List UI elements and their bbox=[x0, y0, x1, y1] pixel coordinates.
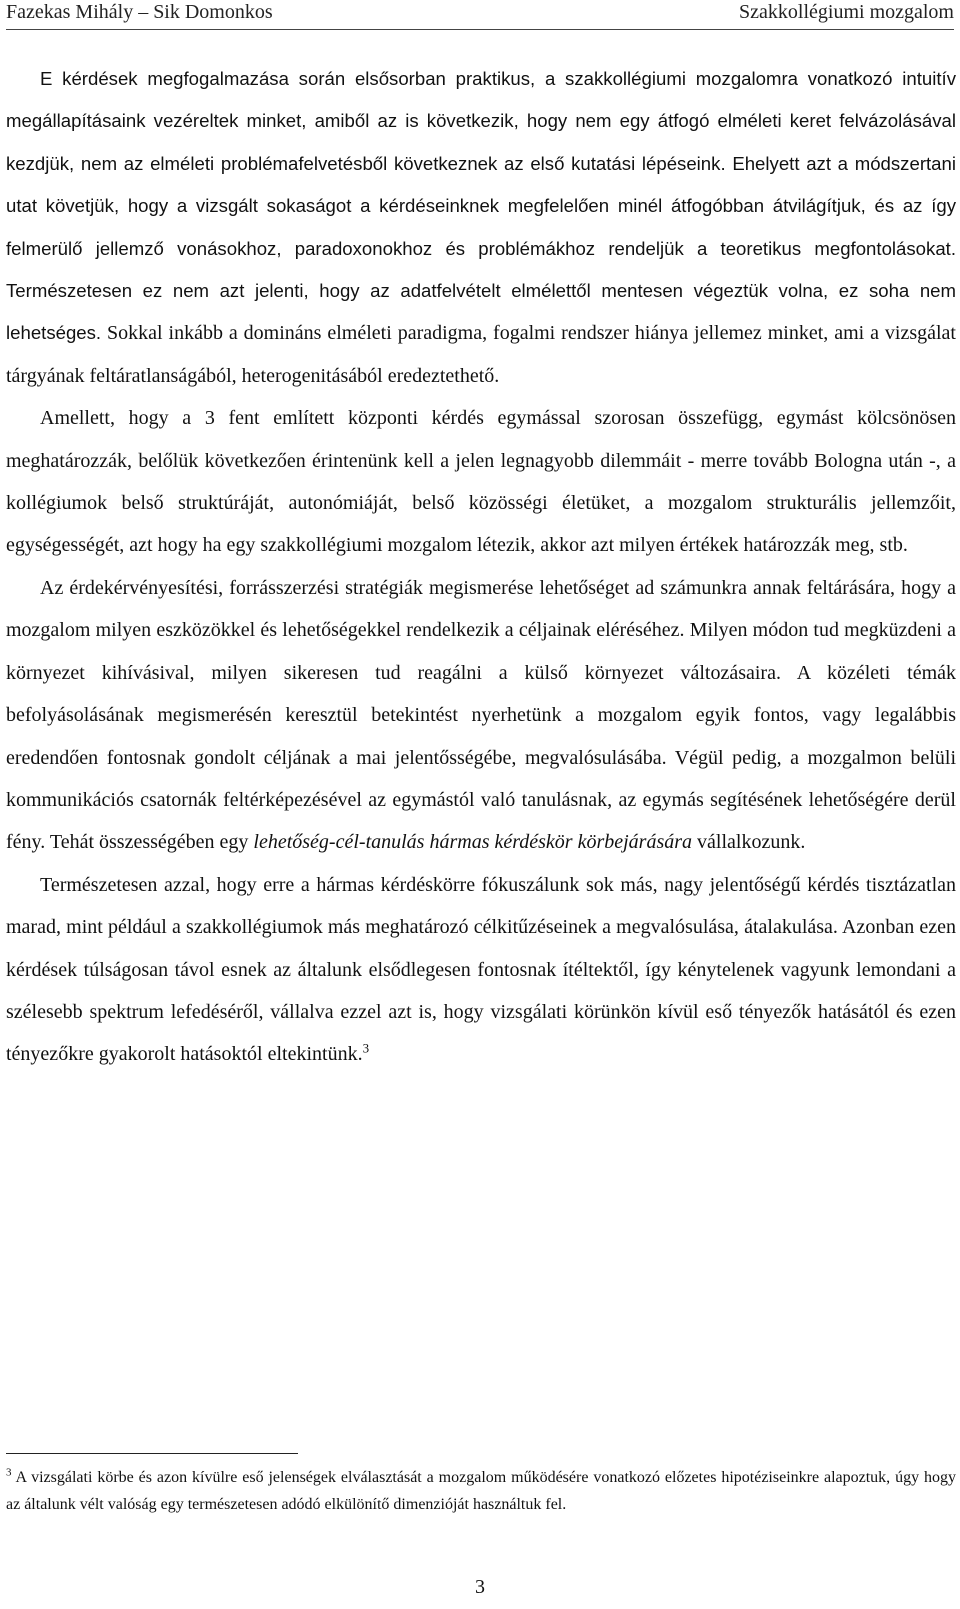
footnote-marker: 3 bbox=[6, 1466, 12, 1479]
body-text bbox=[6, 58, 956, 1076]
paragraph-4-text: Természetesen azzal, hogy erre a hármas kérdéskörre fókuszálunk sok más, nagy jelentőségű kérdés tisztázatlan marad, mint például a szakkollégiumok más meghatározó célkitűzéseinek a megvalósulása, átalakulása. Azonban ezen kérdések túlságosan távol esnek az általunk elsődlegesen fontosnak ítéltektől, így kénytelenek vagyunk lemondani a szélesebb spektrum lefedéséről, vállalva ezzel azt is, hogy vizsgálati körünkön kívül eső tényezők hatásától és ezen tényezőkre gyakorolt hatásoktól eltekintünk. bbox=[6, 873, 956, 1066]
paragraph-1-sentence-c: Sokkal inkább a domináns elméleti paradigma, fogalmi rendszer hiánya jellemez minket, ami a vizsgálat tárgyának feltáratlanságából, heterogenitásából eredeztethető. bbox=[6, 322, 956, 387]
paragraph-3 bbox=[6, 567, 956, 864]
header-running-title: Szakkollégiumi mozgalom bbox=[739, 1, 954, 23]
running-header bbox=[6, 0, 954, 26]
header-authors: Fazekas Mihály – Sik Domonkos bbox=[6, 1, 273, 23]
footnote-text: A vizsgálati körbe és azon kívülre eső jelenségek elválasztását a mozgalom működésére vonatkozó előzetes hipotéziseinkre alapoztuk, úgy hogy az általunk vélt valóság egy természetesen adódó elkülönítő dimenzióját használtuk fel. bbox=[6, 1469, 956, 1513]
footnote-reference[interactable]: 3 bbox=[362, 1040, 370, 1056]
paragraph-3-text: Az érdekérvényesítési, forrásszerzési stratégiák megismerése lehetőséget ad számunkra annak feltárására, hogy a mozgalom milyen eszközökkel és lehetőségekkel rendelkezik a céljainak eléréséhez. Milyen módon tud megküzdeni a környezet kihívásival, milyen sikeresen tud reagálni a külső környezet változásaira. A közéleti témák befolyásolásának megismerésén keresztül betekintést nyerhetünk a mozgalom egyik fontos, vagy legalábbis eredendően fontosnak gondolt céljának a mai jelentősségébe, megvalósulásába. Végül pedig, a mozgalmon belüli kommunikációs csatornák feltérképezésével az egymástól való tanulásnak, az egymás segítésének lehetőségére derül fény. Tehát összességében egy bbox=[6, 576, 956, 854]
paragraph-4 bbox=[6, 864, 956, 1076]
footnote bbox=[6, 1464, 956, 1518]
paragraph-1-sentence-a: E kérdések megfogalmazása során elsősorban praktikus, a szakkollégiumi mozgalomra vonatkozó intuitív megállapításaink vezéreltek minket, amiből az is következik, hogy nem egy átfogó elméleti keret felvázolásával kezdjük, nem az elméleti problémafelvetésből következnek az első kutatási lépéseink. bbox=[6, 68, 956, 174]
header-rule bbox=[6, 29, 954, 30]
paragraph-3-italic: lehetőség-cél-tanulás hármas kérdéskör körbejárására bbox=[253, 831, 693, 854]
paragraph-2 bbox=[6, 397, 956, 567]
footnote-rule bbox=[6, 1453, 298, 1454]
paragraph-3-tail: vállalkozunk. bbox=[692, 831, 806, 854]
paragraph-1 bbox=[6, 58, 956, 397]
paragraph-2-text: Amellett, hogy a 3 fent említett központi kérdés egymással szorosan összefügg, egymást kölcsönösen meghatározzák, belőlük következően érintenünk kell a jelen legnagyobb dilemmáit - merre tovább Bologna után -, a kollégiumok belső struktúráját, autonómiáját, belső közösségi életüket, a mozgalom strukturális jellemzőit, egységességét, azt hogy ha egy szakkollégiumi mozgalom létezik, akkor azt milyen értékek határozzák meg, stb. bbox=[6, 407, 956, 557]
paragraph-1-sentence-b: Ehelyett azt a módszertani utat követjük, hogy a vizsgált sokaságot a kérdéseinknek megfelelően minél átfogóbban átvilágítjuk, és az így felmerülő jellemző vonásokhoz, paradoxonokhoz és problémákhoz rendeljük a teoretikus megfontolásokat. Természetesen ez nem azt jelenti, hogy az adatfelvételt elmélettől mentesen végeztük volna, ez soha nem lehetséges. bbox=[6, 152, 956, 344]
page-number: 3 bbox=[475, 1576, 485, 1598]
